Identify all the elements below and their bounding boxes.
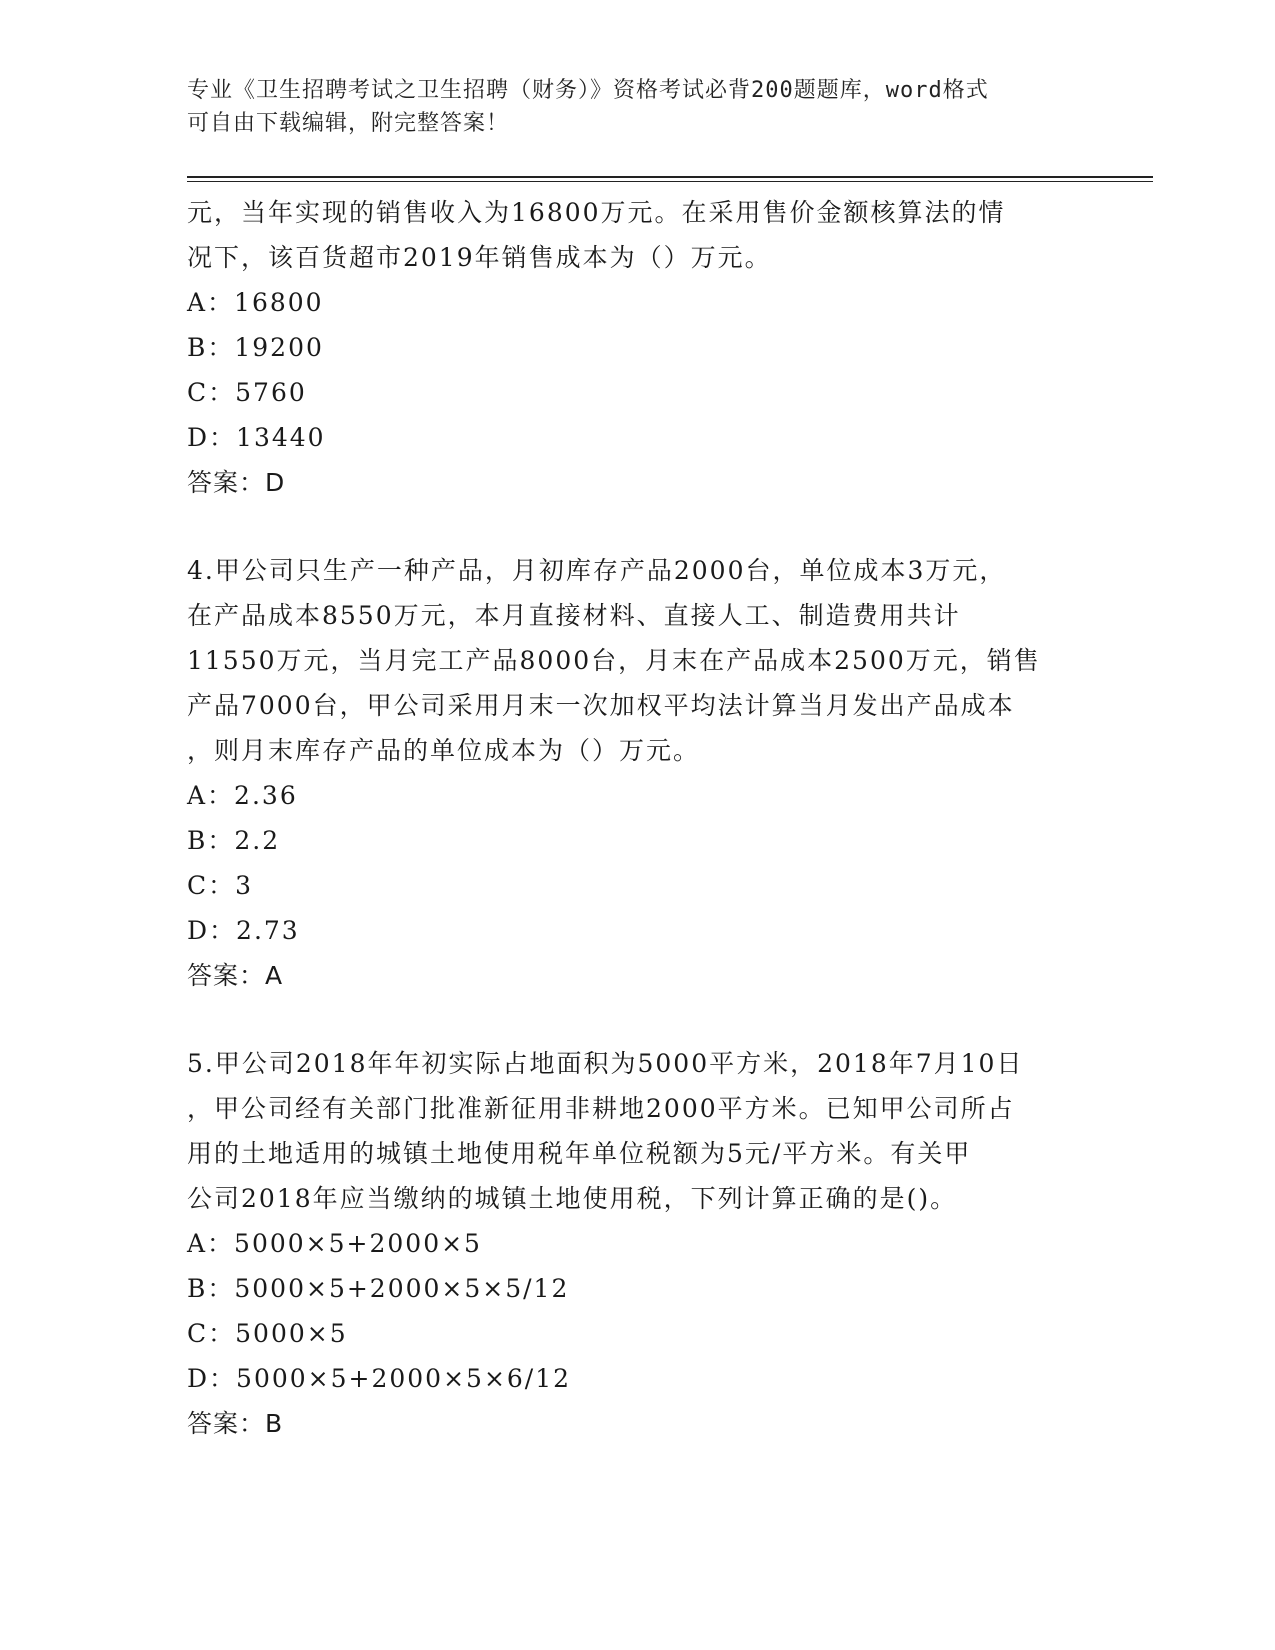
question-5 xyxy=(187,1041,1087,1446)
question-3 xyxy=(187,190,1087,505)
question-4 xyxy=(187,548,1087,998)
option-b: B：2.2 xyxy=(187,826,281,855)
question-text-line: 4.甲公司只生产一种产品，月初库存产品2000台，单位成本3万元， xyxy=(187,556,1007,585)
spacer xyxy=(187,998,1087,1041)
question-text-line: 产品7000台，甲公司采用月末一次加权平均法计算当月发出产品成本 xyxy=(187,691,1015,720)
document-header xyxy=(187,74,1067,140)
option-b: B：19200 xyxy=(187,333,324,362)
option-d: D：13440 xyxy=(187,423,326,452)
question-text-line: 用的土地适用的城镇土地使用税年单位税额为5元/平方米。有关甲 xyxy=(187,1139,972,1168)
answer: 答案：D xyxy=(187,468,286,497)
question-text-line: 元，当年实现的销售收入为16800万元。在采用售价金额核算法的情 xyxy=(187,198,1006,227)
header-title-line-2: 可自由下载编辑，附完整答案！ xyxy=(187,111,510,136)
header-divider-thin xyxy=(187,181,1153,182)
spacer xyxy=(187,505,1087,548)
answer: 答案：B xyxy=(187,1409,284,1438)
option-c: C：5000×5 xyxy=(187,1319,348,1348)
option-d: D：2.73 xyxy=(187,916,300,945)
header-divider-thick xyxy=(187,176,1153,178)
question-text-line: ，甲公司经有关部门批准新征用非耕地2000平方米。已知甲公司所占 xyxy=(187,1094,1015,1123)
option-c: C：5760 xyxy=(187,378,307,407)
question-text-line: 11550万元，当月完工产品8000台，月末在产品成本2500万元，销售 xyxy=(187,646,1041,675)
question-text-line: 5.甲公司2018年年初实际占地面积为5000平方米，2018年7月10日 xyxy=(187,1049,1024,1078)
option-a: A：2.36 xyxy=(187,781,298,810)
question-text-line: ，则月末库存产品的单位成本为（）万元。 xyxy=(187,736,701,765)
option-d: D：5000×5+2000×5×6/12 xyxy=(187,1364,572,1393)
option-a: A：5000×5+2000×5 xyxy=(187,1229,482,1258)
option-c: C：3 xyxy=(187,871,254,900)
header-title-line-1: 专业《卫生招聘考试之卫生招聘（财务）》资格考试必背200题题库，word格式 xyxy=(187,78,989,103)
question-text-line: 况下，该百货超市2019年销售成本为（）万元。 xyxy=(187,243,772,272)
question-text-line: 在产品成本8550万元，本月直接材料、直接人工、制造费用共计 xyxy=(187,601,961,630)
option-a: A：16800 xyxy=(187,288,324,317)
question-text-line: 公司2018年应当缴纳的城镇土地使用税，下列计算正确的是()。 xyxy=(187,1184,958,1213)
answer: 答案：A xyxy=(187,961,284,990)
document-body xyxy=(187,190,1087,1446)
option-b: B：5000×5+2000×5×5/12 xyxy=(187,1274,570,1303)
